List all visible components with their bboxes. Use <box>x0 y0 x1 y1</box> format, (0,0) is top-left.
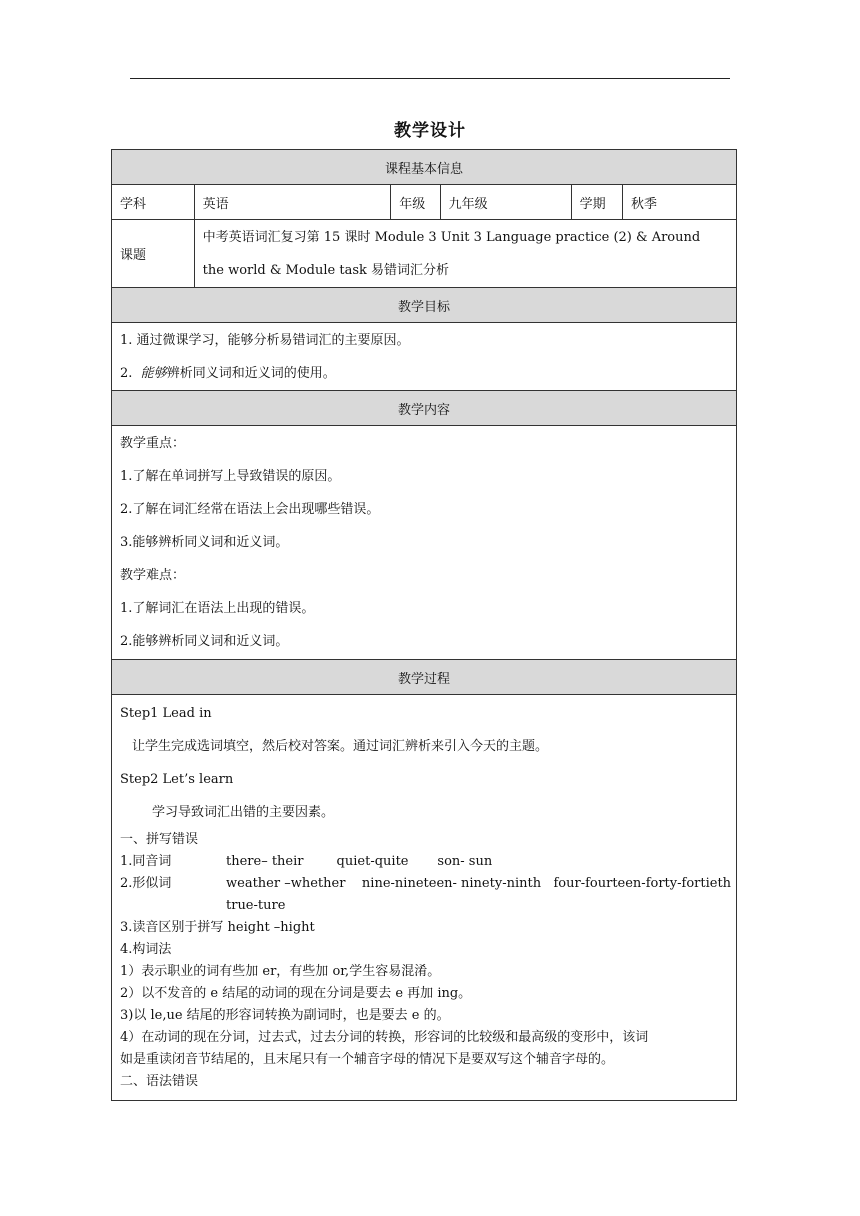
section-content: 教学内容 <box>112 391 737 426</box>
step2-text: 学习导致词汇出错的主要因素。 <box>152 805 335 820</box>
homophones-label: 1.同音词 <box>120 854 172 869</box>
grammar-errors-heading: 二、语法错误 <box>120 1074 199 1089</box>
section-process: 教学过程 <box>112 660 737 695</box>
rule-4-line-1: 4）在动词的现在分词，过去式，过去分词的转换，形容词的比较级和最高级的变形中，该词 <box>120 1030 649 1045</box>
lookalikes-row <box>120 873 732 895</box>
subject-label: 学科 <box>112 185 195 220</box>
difficult-point-1: 1.了解词汇在语法上出现的错误。 <box>120 601 315 616</box>
topic-label: 课题 <box>112 220 195 288</box>
goal-1: 1. 通过微课学习，能够分析易错词汇的主要原因。 <box>120 332 410 348</box>
goals-body <box>112 323 737 391</box>
lookalikes-examples-2: true-ture <box>226 898 286 913</box>
homophones-row <box>120 851 728 873</box>
goal-2-num: 2. <box>120 365 141 381</box>
grade-value: 九年级 <box>440 185 571 220</box>
homophones-examples: there– their quiet-quite son- sun <box>226 854 493 869</box>
spelling-errors-heading: 一、拼写错误 <box>120 832 199 847</box>
key-point-2: 2.了解在词汇经常在语法上会出现哪些错误。 <box>120 502 380 517</box>
section-basic-info: 课程基本信息 <box>112 150 737 185</box>
subject-value: 英语 <box>194 185 391 220</box>
pronunciation-item: 3.读音区别于拼写 height –hight <box>120 920 315 935</box>
header-rule <box>130 78 730 79</box>
grade-label: 年级 <box>391 185 440 220</box>
topic-value <box>194 220 736 288</box>
term-label: 学期 <box>571 185 622 220</box>
word-formation-item: 4.构词法 <box>120 942 172 957</box>
lookalikes-label: 2.形似词 <box>120 876 172 891</box>
rule-3: 3)以 le,ue 结尾的形容词转换为副词时，也是要去 e 的。 <box>120 1008 450 1023</box>
key-points-label: 教学重点： <box>120 436 186 451</box>
topic-line-2: the world & Module task 易错词汇分析 <box>202 262 450 278</box>
goal-2-emphasis: 能够 <box>140 365 167 381</box>
term-value: 秋季 <box>623 185 737 220</box>
difficult-point-2: 2.能够辨析同义词和近义词。 <box>120 634 289 649</box>
step1-text: 让学生完成选词填空，然后校对答案。通过词汇辨析来引入今天的主题。 <box>132 739 549 754</box>
step2-title: Step2 Let’s learn <box>120 772 234 787</box>
step1-title: Step1 Lead in <box>120 706 212 721</box>
key-point-1: 1.了解在单词拼写上导致错误的原因。 <box>120 469 341 484</box>
topic-line-1: 中考英语词汇复习第 15 课时 Module 3 Unit 3 Language practice (2) & Around <box>202 229 701 245</box>
goal-2-text: 辨析同义词和近义词的使用。 <box>166 365 336 381</box>
rule-4-line-2: 如是重读闭音节结尾的，且末尾只有一个辅音字母的情况下是要双写这个辅音字母的。 <box>120 1052 615 1067</box>
document-title: 教学设计 <box>394 121 466 141</box>
lesson-plan-table <box>111 149 737 1101</box>
lookalikes-examples: weather –whether nine-nineteen- ninety-ninth four-fourteen-forty-fortieth <box>226 876 732 891</box>
goal-2 <box>120 357 728 390</box>
key-point-3: 3.能够辨析同义词和近义词。 <box>120 535 289 550</box>
rule-1: 1）表示职业的词有些加 er，有些加 or,学生容易混淆。 <box>120 964 441 979</box>
process-body <box>112 695 737 1101</box>
section-goals: 教学目标 <box>112 288 737 323</box>
rule-2: 2）以不发音的 e 结尾的动词的现在分词是要去 e 再加 ing。 <box>120 986 472 1001</box>
content-body <box>112 426 737 660</box>
difficult-points-label: 教学难点： <box>120 568 186 583</box>
